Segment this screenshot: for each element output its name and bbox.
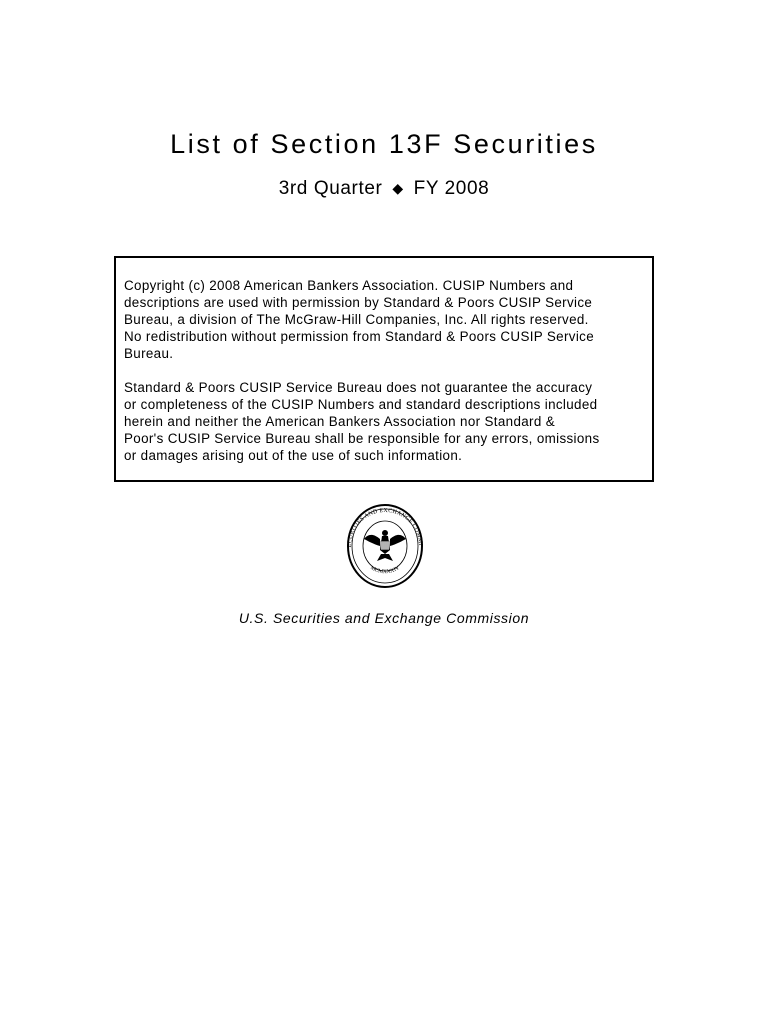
seal-text-bottom: MCMXXXIV — [369, 565, 401, 576]
copyright-line: No redistribution without permission from Standard & Poors CUSIP Service — [124, 329, 595, 344]
disclaimer-line: or completeness of the CUSIP Numbers and standard descriptions included — [124, 397, 598, 412]
sec-seal-icon — [333, 503, 437, 589]
subtitle-year: FY 2008 — [413, 178, 490, 199]
copyright-line: Bureau, a division of The McGraw-Hill Companies, Inc. All rights reserved. — [124, 312, 589, 327]
seal-text-top: ECURITIES AND EXCHANGE COMMI — [346, 507, 424, 548]
document-title: List of Section 13F Securities — [170, 129, 598, 159]
subtitle-quarter: 3rd Quarter — [278, 178, 383, 199]
agency-name: U.S. Securities and Exchange Commission — [238, 610, 530, 626]
disclaimer-line: Poor's CUSIP Service Bureau shall be responsible for any errors, omissions — [124, 431, 600, 446]
disclaimer-line: or damages arising out of the use of such information. — [124, 448, 463, 463]
disclaimer-line: herein and neither the American Bankers Association nor Standard & — [124, 414, 556, 429]
copyright-line: descriptions are used with permission by Standard & Poors CUSIP Service — [124, 295, 593, 310]
disclaimer-paragraph — [124, 379, 648, 464]
document-subtitle — [0, 176, 768, 202]
copyright-line: Bureau. — [124, 346, 174, 361]
disclaimer-line: Standard & Poors CUSIP Service Bureau does not guarantee the accuracy — [124, 380, 593, 395]
diamond-icon: ◆ — [392, 180, 404, 196]
copyright-line: Copyright (c) 2008 American Bankers Association. CUSIP Numbers and — [124, 278, 574, 293]
copyright-paragraph — [124, 277, 648, 362]
copyright-notice-box — [114, 256, 654, 482]
